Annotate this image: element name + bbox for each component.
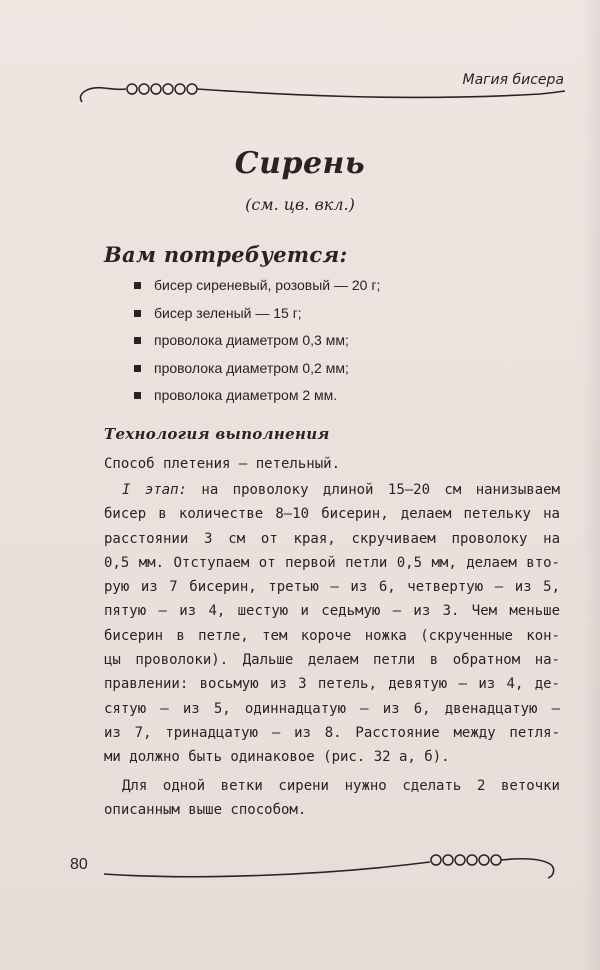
text-line: описанным выше способом. — [104, 802, 307, 819]
bottom-bead-ornament — [100, 846, 560, 886]
bottom-bead — [443, 855, 453, 865]
bottom-ornament-swirl — [501, 859, 554, 878]
materials-list — [134, 272, 380, 410]
top-bead — [151, 84, 161, 94]
article-subtitle: (см. цв. вкл.) — [245, 195, 355, 214]
bottom-bead — [455, 855, 465, 865]
top-bead — [175, 84, 185, 94]
method-paragraph — [104, 452, 560, 476]
twig-paragraph — [104, 774, 560, 823]
bottom-bead — [467, 855, 477, 865]
top-bead — [139, 84, 149, 94]
material-text: проволока диаметром 0,2 мм; — [154, 359, 349, 376]
top-ornament-line — [197, 89, 565, 97]
text-line: цы проволоки). Дальше делаем петли в обратном на- — [104, 652, 560, 669]
stage-label: I этап: — [122, 482, 187, 498]
top-ornament-swirl — [80, 88, 126, 102]
text-line: бисер в количестве 8–10 бисерин, делаем петельку на — [104, 506, 560, 523]
stage-paragraph — [104, 478, 560, 770]
bottom-bead — [479, 855, 489, 865]
text-line: пятую — из 4, шестую и седьмую — из 3. Чем меньше — [104, 603, 560, 620]
material-text: проволока диаметром 0,3 мм; — [154, 332, 349, 348]
list-item — [134, 382, 380, 410]
text-line: правлении: восьмую из 3 петель, девятую — из 4, де- — [104, 676, 560, 693]
technology-heading: Технология выполнения — [104, 425, 330, 443]
material-text: бисер зеленый — 15 г; — [154, 304, 302, 321]
list-item — [134, 300, 380, 328]
material-text: проволока диаметром 2 мм. — [154, 387, 338, 403]
bottom-bead — [431, 855, 441, 865]
bottom-ornament-line — [104, 862, 430, 877]
square-bullet-icon — [134, 365, 141, 372]
list-item — [134, 327, 380, 355]
top-bead — [163, 84, 173, 94]
text-line: рую из 7 бисерин, третью — из 6, четвертую — из 5, — [104, 579, 560, 596]
page-number: 80 — [70, 856, 88, 873]
text-line — [104, 478, 560, 502]
list-item — [134, 272, 380, 300]
text-line: бисерин в петле, тем короче ножка (скрученные кон- — [104, 627, 560, 644]
text-line: ми должно быть одинаковое (рис. 32 а, б). — [104, 749, 450, 766]
text-line: сятую — из 5, одиннадцатую — из 6, двенадцатую — — [104, 700, 560, 717]
running-head: Магия бисера — [462, 72, 564, 88]
text-line: Для одной ветки сирени нужно сделать 2 веточки — [122, 778, 560, 794]
square-bullet-icon — [134, 310, 141, 317]
list-item — [134, 355, 380, 383]
text-line: 0,5 мм. Отступаем от первой петли 0,5 мм, делаем вто- — [104, 554, 560, 571]
top-bead — [187, 84, 197, 94]
article-title: Сирень — [234, 146, 366, 181]
text-line: расстоянии 3 см от края, скручиваем проволоку на — [104, 530, 560, 547]
text-line: Способ плетения — петельный. — [104, 456, 341, 472]
bottom-bead — [491, 855, 501, 865]
square-bullet-icon — [134, 282, 141, 289]
square-bullet-icon — [134, 392, 141, 399]
square-bullet-icon — [134, 337, 141, 344]
materials-heading: Вам потребуется: — [104, 242, 348, 267]
text-line: из 7, тринадцатую — из 8. Расстояние между петля- — [104, 724, 560, 741]
top-bead — [127, 84, 137, 94]
material-text: бисер сиреневый, розовый — 20 г; — [154, 277, 381, 293]
stage-line-text: на проволоку длиной 15–20 см нанизываем — [201, 482, 560, 498]
